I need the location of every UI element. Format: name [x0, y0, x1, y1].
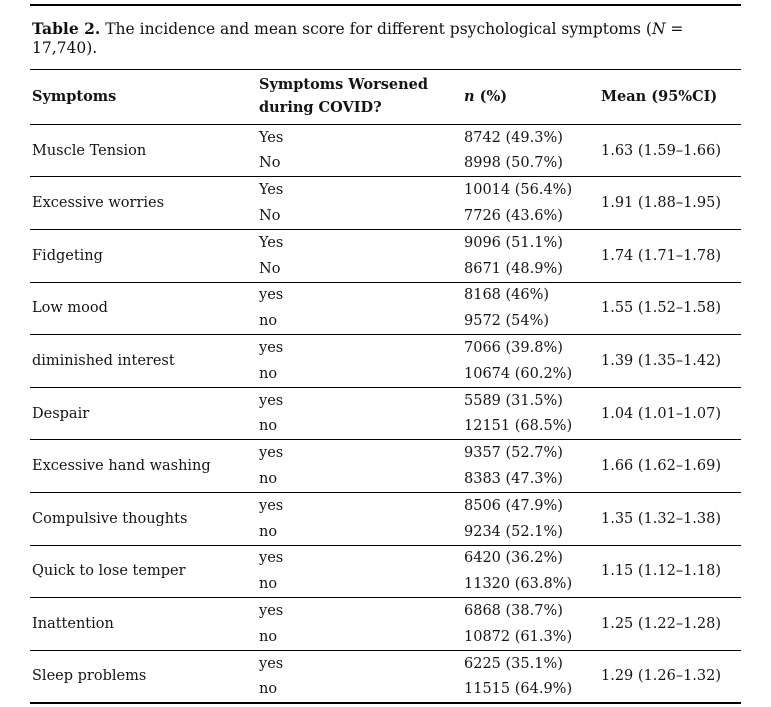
n-percent-no-value: 11515 (64.9%) [464, 681, 573, 698]
table-row-yes [30, 545, 741, 571]
symptom-name: Despair [32, 405, 90, 422]
symptom-name: Compulsive thoughts [32, 510, 188, 527]
symptom-group [30, 177, 741, 230]
worsened-yes-label: Yes [259, 129, 284, 146]
mean-ci-value: 1.15 (1.12–1.18) [601, 563, 722, 580]
n-percent-no-value: 12151 (68.5%) [464, 418, 573, 435]
n-percent-yes-value: 9096 (51.1%) [464, 234, 563, 251]
caption-label: Table 2. [32, 19, 101, 38]
caption-text: The incidence and mean score for different psychological symptoms ( [100, 20, 652, 38]
symptom-name: Muscle Tension [32, 142, 147, 159]
worsened-yes-label: yes [259, 497, 284, 514]
symptom-name: Inattention [32, 615, 114, 632]
n-percent-yes-value: 9357 (52.7%) [464, 445, 563, 462]
mean-ci-value: 1.39 (1.35–1.42) [601, 352, 722, 369]
worsened-yes-label: yes [259, 340, 284, 357]
worsened-no-label: No [259, 208, 281, 225]
worsened-yes-label: yes [259, 655, 284, 672]
col-header-n-rest: (%) [474, 87, 508, 105]
symptom-group [30, 387, 741, 440]
table-row-yes [30, 387, 741, 413]
table-row-yes [30, 440, 741, 466]
col-header-worsened-line2: during COVID? [259, 98, 382, 116]
worsened-yes-label: yes [259, 287, 284, 304]
worsened-yes-label: yes [259, 550, 284, 567]
table-row-yes [30, 282, 741, 308]
symptom-name: Excessive worries [32, 195, 165, 212]
table-row-yes [30, 335, 741, 361]
n-percent-yes-value: 8506 (47.9%) [464, 497, 563, 514]
worsened-no-label: no [259, 523, 278, 540]
n-percent-yes-value: 6420 (36.2%) [464, 550, 563, 567]
worsened-no-label: no [259, 681, 278, 698]
symptom-group [30, 545, 741, 598]
n-percent-no-value: 7726 (43.6%) [464, 208, 563, 225]
table-row-yes [30, 177, 741, 203]
mean-ci-value: 1.74 (1.71–1.78) [601, 247, 722, 264]
n-percent-yes-value: 8168 (46%) [464, 287, 550, 304]
worsened-no-label: No [259, 155, 281, 172]
symptom-group [30, 229, 741, 282]
col-header-worsened-line1: Symptoms Worsened [259, 76, 429, 94]
worsened-no-label: no [259, 313, 278, 330]
n-percent-yes-value: 10014 (56.4%) [464, 182, 573, 199]
symptom-name: Excessive hand washing [32, 458, 211, 475]
worsened-yes-label: Yes [259, 234, 284, 251]
symptom-name: Fidgeting [32, 247, 103, 264]
worsened-no-label: no [259, 418, 278, 435]
col-header-symptoms: Symptoms [30, 69, 257, 124]
symptom-group [30, 440, 741, 493]
table-row-yes [30, 492, 741, 518]
symptom-group [30, 598, 741, 651]
mean-ci-value: 1.29 (1.26–1.32) [601, 668, 722, 685]
table-row-yes [30, 124, 741, 150]
table-header [30, 69, 741, 124]
symptom-group [30, 492, 741, 545]
col-header-worsened [257, 69, 462, 124]
n-percent-yes-value: 7066 (39.8%) [464, 340, 563, 357]
n-percent-no-value: 9234 (52.1%) [464, 523, 563, 540]
caption-text-suffix: = 17,740). [32, 20, 684, 58]
mean-ci-value: 1.25 (1.22–1.28) [601, 615, 722, 632]
worsened-yes-label: yes [259, 445, 284, 462]
mean-ci-value: 1.63 (1.59–1.66) [601, 142, 722, 159]
n-percent-no-value: 8671 (48.9%) [464, 260, 563, 277]
table-container [30, 4, 741, 704]
header-row [30, 69, 741, 124]
worsened-no-label: no [259, 628, 278, 645]
symptom-group [30, 282, 741, 335]
symptom-name: diminished interest [32, 352, 175, 369]
table-caption [30, 6, 741, 69]
symptom-name: Low mood [32, 300, 108, 317]
mean-ci-value: 1.91 (1.88–1.95) [601, 195, 722, 212]
n-percent-yes-value: 8742 (49.3%) [464, 129, 563, 146]
worsened-yes-label: Yes [259, 182, 284, 199]
symptom-name: Quick to lose temper [32, 563, 186, 580]
worsened-no-label: no [259, 471, 278, 487]
mean-ci-value: 1.35 (1.32–1.38) [601, 510, 722, 527]
mean-ci-value: 1.04 (1.01–1.07) [601, 405, 722, 422]
worsened-no-label: No [259, 260, 281, 277]
symptom-group [30, 650, 741, 703]
n-percent-no-value: 8383 (47.3%) [464, 471, 563, 487]
n-percent-no-value: 10872 (61.3%) [464, 628, 573, 645]
mean-ci-value: 1.66 (1.62–1.69) [601, 458, 722, 475]
caption-n-symbol: N [651, 20, 666, 38]
n-percent-no-value: 9572 (54%) [464, 313, 550, 330]
table-row-yes [30, 229, 741, 255]
col-header-mean-ci: Mean (95%CI) [599, 69, 741, 124]
n-percent-yes-value: 5589 (31.5%) [464, 392, 563, 409]
table-row-yes [30, 650, 741, 676]
mean-ci-value: 1.55 (1.52–1.58) [601, 300, 722, 317]
symptom-group [30, 335, 741, 388]
n-percent-yes-value: 6225 (35.1%) [464, 655, 563, 672]
col-header-n-symbol: n [464, 87, 475, 105]
n-percent-no-value: 8998 (50.7%) [464, 155, 563, 172]
symptoms-table [30, 69, 741, 704]
table-row-yes [30, 598, 741, 624]
worsened-yes-label: yes [259, 392, 284, 409]
n-percent-no-value: 10674 (60.2%) [464, 365, 573, 382]
worsened-no-label: no [259, 576, 278, 593]
col-header-n-percent [462, 69, 599, 124]
n-percent-yes-value: 6868 (38.7%) [464, 602, 563, 619]
symptom-group [30, 124, 741, 177]
worsened-no-label: no [259, 365, 278, 382]
n-percent-no-value: 11320 (63.8%) [464, 576, 573, 593]
symptom-name: Sleep problems [32, 668, 147, 685]
worsened-yes-label: yes [259, 602, 284, 619]
